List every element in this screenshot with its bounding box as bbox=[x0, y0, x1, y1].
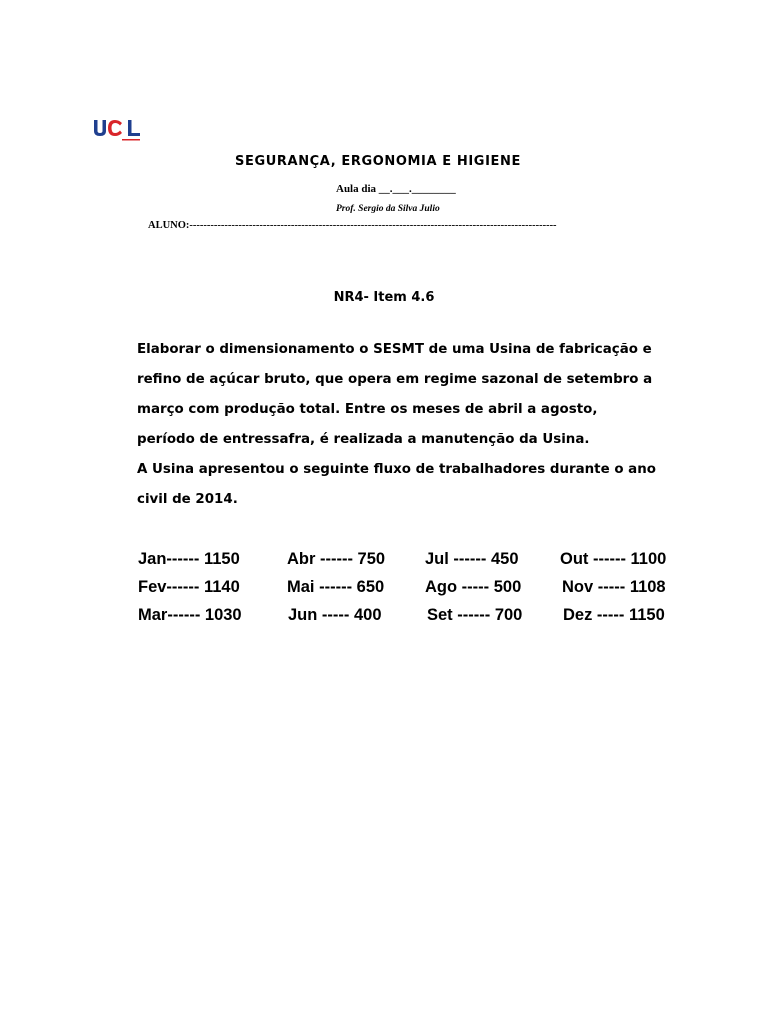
table-cell: Ago ----- 500 bbox=[425, 578, 522, 596]
class-date-line: Aula dia __.___.________ bbox=[336, 183, 456, 195]
professor-name: Prof. Sergio da Silva Julio bbox=[336, 204, 440, 214]
table-cell: Jun ----- 400 bbox=[288, 606, 382, 624]
paragraph-line: Elaborar o dimensionamento o SESMT de uma Usina de fabricação e bbox=[137, 342, 652, 357]
table-cell: Dez ----- 1150 bbox=[563, 606, 665, 624]
table-cell: Set ------ 700 bbox=[427, 606, 523, 624]
table-cell: Out ------ 1100 bbox=[560, 550, 667, 568]
paragraph-line: A Usina apresentou o seguinte fluxo de trabalhadores durante o ano bbox=[137, 462, 656, 477]
ucl-logo bbox=[92, 116, 148, 146]
table-cell: Fev------ 1140 bbox=[138, 578, 240, 596]
paragraph-line: período de entressafra, é realizada a manutenção da Usina. bbox=[137, 432, 590, 447]
paragraph-line: refino de açúcar bruto, que opera em regime sazonal de setembro a bbox=[137, 372, 653, 387]
table-cell: Jul ------ 450 bbox=[425, 550, 519, 568]
table-cell: Mai ------ 650 bbox=[287, 578, 385, 596]
document-title: SEGURANÇA, ERGONOMIA E HIGIENE bbox=[235, 154, 521, 169]
section-title: NR4- Item 4.6 bbox=[333, 290, 435, 305]
paragraph-line: civil de 2014. bbox=[137, 492, 238, 507]
table-cell: Abr ------ 750 bbox=[287, 550, 386, 568]
student-line: ALUNO:--------------------------------------------------------------------------------------------------------- bbox=[148, 220, 557, 231]
table-cell: Nov ----- 1108 bbox=[562, 578, 666, 596]
table-cell: Mar------ 1030 bbox=[138, 606, 242, 624]
paragraph-line: março com produção total. Entre os meses de abril a agosto, bbox=[137, 402, 598, 417]
table-cell: Jan------ 1150 bbox=[138, 550, 240, 568]
